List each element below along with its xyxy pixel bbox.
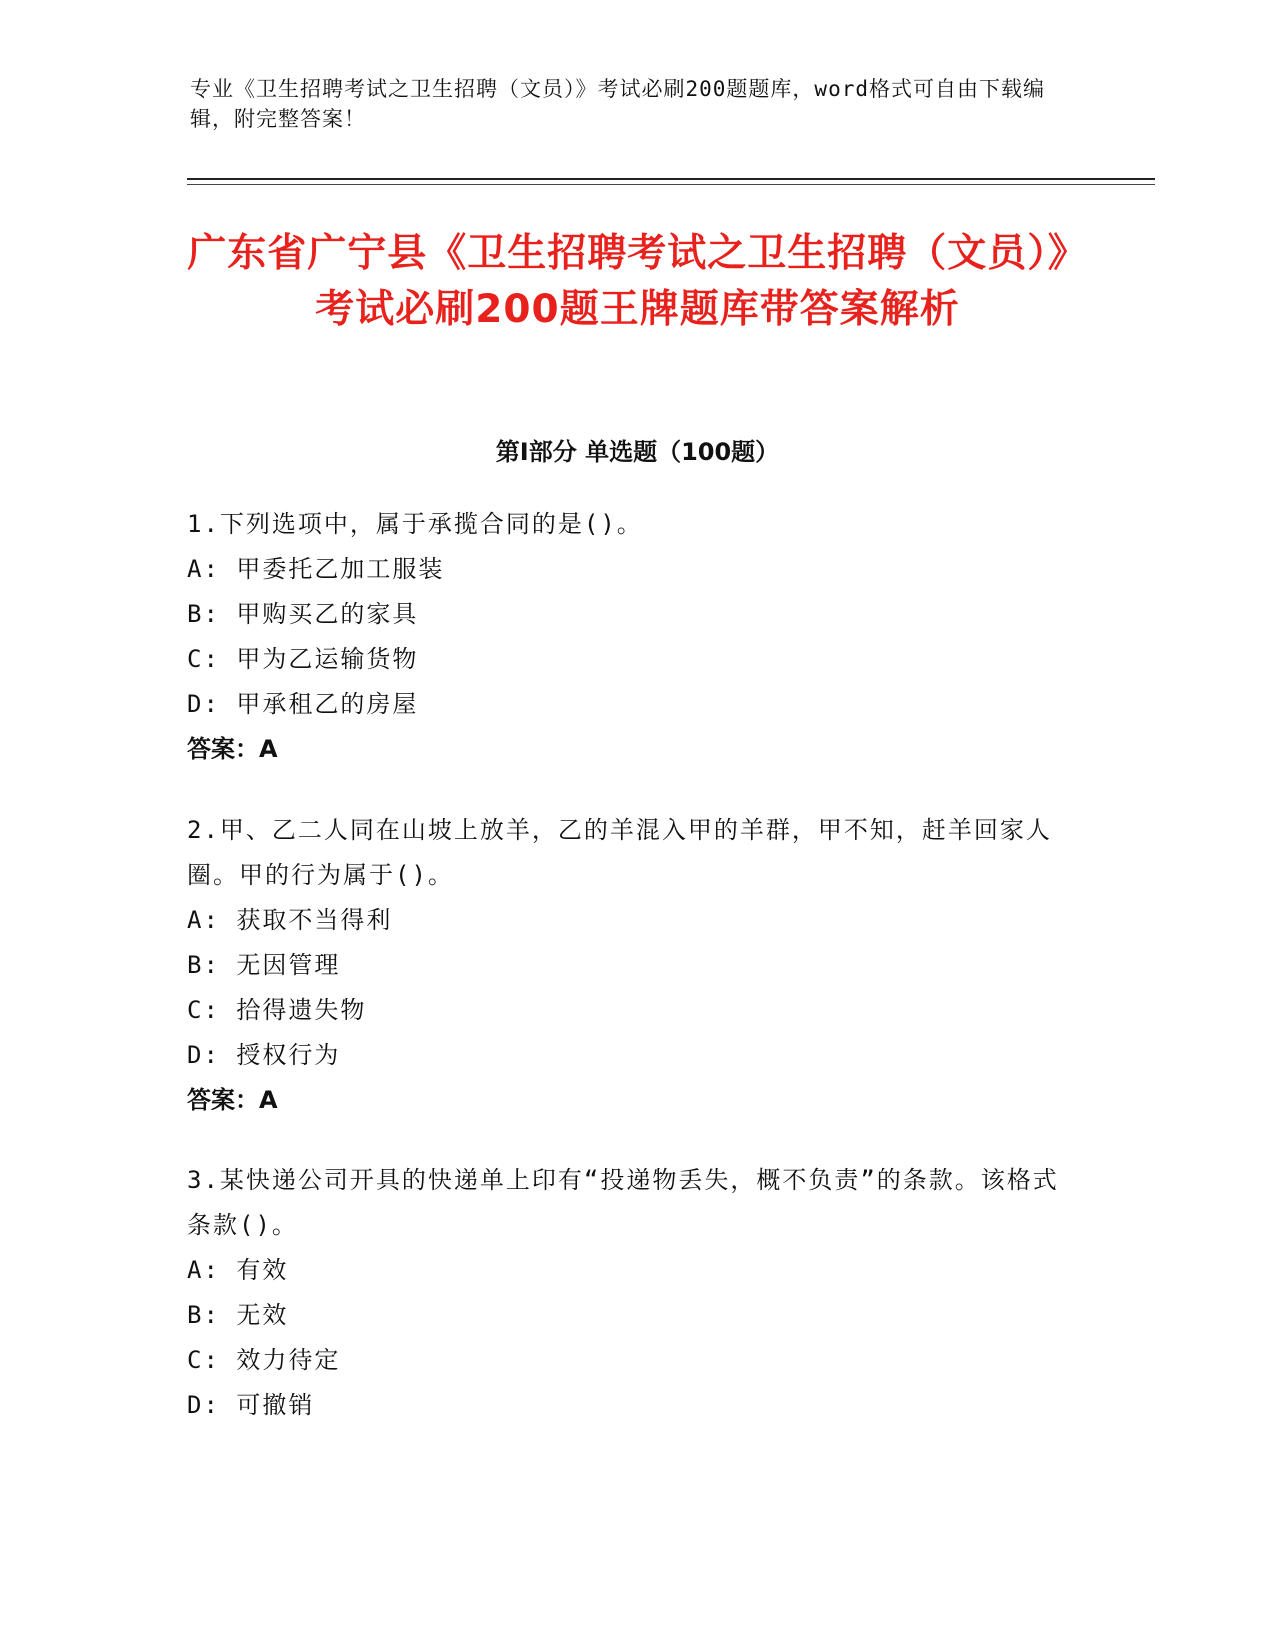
option-d: D: 可撤销 <box>187 1391 315 1419</box>
option-c: C: 拾得遗失物 <box>187 996 367 1024</box>
option-d: D: 授权行为 <box>187 1041 341 1069</box>
option-a: A: 甲委托乙加工服装 <box>187 555 445 583</box>
section-title: 第Ⅰ部分 单选题（100题） <box>495 438 780 466</box>
answer: 答案：A <box>187 735 278 763</box>
option-c: C: 甲为乙运输货物 <box>187 645 419 673</box>
option-b: B: 无效 <box>187 1301 289 1329</box>
answer: 答案：A <box>187 1086 278 1114</box>
question-stem: 3.某快递公司开具的快递单上印有“投递物丢失，概不负责”的条款。该格式条款()。 <box>187 1166 1059 1239</box>
header-divider-thick <box>187 178 1155 180</box>
question-stem: 2.甲、乙二人同在山坡上放羊，乙的羊混入甲的羊群，甲不知，赶羊回家人圈。甲的行为属于()。 <box>187 816 1052 889</box>
option-a: A: 有效 <box>187 1256 289 1284</box>
document-title: 广东省广宁县《卫生招聘考试之卫生招聘（文员）》考试必刷200题王牌题库带答案解析 <box>187 231 1088 332</box>
question-2 <box>187 808 1067 1123</box>
option-b: B: 无因管理 <box>187 951 341 979</box>
option-d: D: 甲承租乙的房屋 <box>187 690 419 718</box>
question-1 <box>187 502 1067 772</box>
header-note: 专业《卫生招聘考试之卫生招聘（文员）》考试必刷200题题库，word格式可自由下载编辑，附完整答案！ <box>190 77 1045 131</box>
option-c: C: 效力待定 <box>187 1346 341 1374</box>
option-a: A: 获取不当得利 <box>187 906 393 934</box>
header-divider-thin <box>187 184 1155 185</box>
question-stem: 1.下列选项中，属于承揽合同的是()。 <box>187 510 643 538</box>
option-b: B: 甲购买乙的家具 <box>187 600 419 628</box>
question-3 <box>187 1158 1067 1428</box>
